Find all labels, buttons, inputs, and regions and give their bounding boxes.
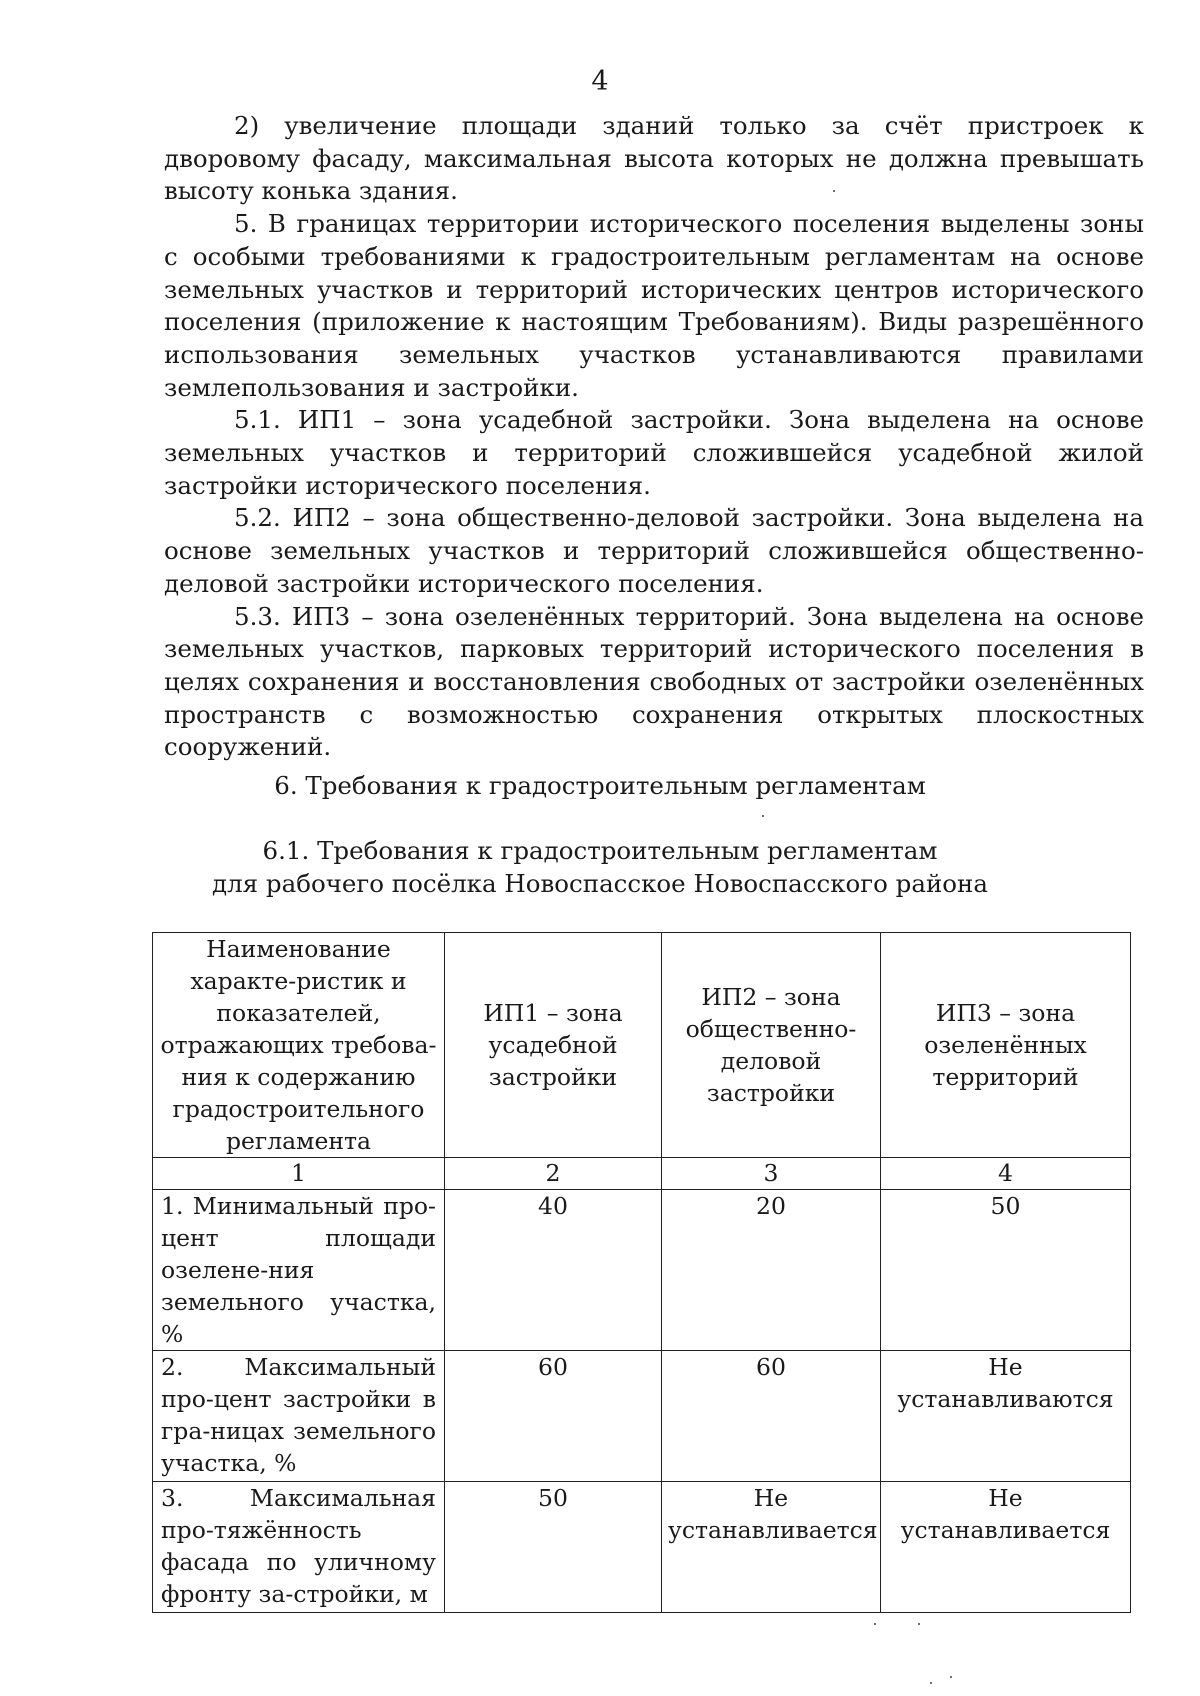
scan-speck: [918, 1623, 920, 1625]
cell-ip3: Не устанавливается: [881, 1482, 1131, 1613]
table-row: [153, 1482, 1131, 1613]
cell-ip1: 60: [445, 1351, 662, 1482]
scan-speck: [762, 815, 764, 817]
cell-ip1: 50: [445, 1482, 662, 1613]
page-number: 4: [591, 66, 609, 97]
header-characteristics: Наименование характе-ристик и показателей, отражающих требова-ния к содержанию градостроительного регламента: [153, 933, 445, 1158]
scan-speck: [950, 1676, 952, 1678]
header-ip2: ИП2 – зона общественно-деловой застройки: [662, 933, 881, 1158]
cell-ip3: 50: [881, 1190, 1131, 1351]
cell-ip1: 40: [445, 1190, 662, 1351]
column-number-row: [153, 1158, 1131, 1190]
table-row: [153, 1351, 1131, 1482]
subsection-heading-line-1: 6.1. Требования к градостроительным регламентам: [262, 836, 938, 865]
scan-speck: [833, 190, 835, 192]
row-label-facade-length: 3. Максимальная про-тяжённость фасада по уличному фронту за-стройки, м: [153, 1482, 445, 1613]
paragraph-5-3-ip3: 5.3. ИП3 – зона озеленённых территорий. Зона выделена на основе земельных участков, парковых территорий исторического поселения в целях сохранения и восстановления свободных от застройки озеленённых пространств с возможностью сохранения открытых плоскостных сооружений.: [164, 601, 1144, 762]
table-header-row: [153, 933, 1131, 1158]
scan-speck: [930, 1682, 932, 1684]
header-ip1: ИП1 – зона усадебной застройки: [445, 933, 662, 1158]
body-text: [164, 110, 1144, 764]
paragraph-item-2-extension: 2) увеличение площади зданий только за счёт пристроек к дворовому фасаду, максимальная высота которых не должна превышать высоту конька здания.: [164, 111, 1144, 206]
subsection-heading: [0, 834, 1200, 900]
section-heading: 6. Требования к градостроительным регламентам: [274, 771, 926, 800]
requirements-table: [152, 932, 1131, 1613]
row-label-building-coverage: 2. Максимальный про-цент застройки в гра-ницах земельного участка, %: [153, 1351, 445, 1482]
header-ip3: ИП3 – зона озеленённых территорий: [881, 933, 1131, 1158]
table-row: [153, 1190, 1131, 1351]
paragraph-5-2-ip2: 5.2. ИП2 – зона общественно-деловой застройки. Зона выделена на основе земельных участков и территорий сложившейся общественно-деловой застройки исторического поселения.: [164, 503, 1144, 598]
paragraph-5-1-ip1: 5.1. ИП1 – зона усадебной застройки. Зона выделена на основе земельных участков и территорий сложившейся усадебной жилой застройки исторического поселения.: [164, 405, 1144, 500]
column-number: 3: [662, 1158, 881, 1190]
cell-ip2: 60: [662, 1351, 881, 1482]
cell-ip3: Не устанавливаются: [881, 1351, 1131, 1482]
scan-speck: [874, 1623, 876, 1625]
cell-ip2: 20: [662, 1190, 881, 1351]
cell-ip2: Не устанавливается: [662, 1482, 881, 1613]
column-number: 1: [153, 1158, 445, 1190]
row-label-green-area: 1. Минимальный про-цент площади озелене-ния земельного участка, %: [153, 1190, 445, 1351]
column-number: 2: [445, 1158, 662, 1190]
paragraph-5-zones: 5. В границах территории исторического поселения выделены зоны с особыми требованиями к градостроительным регламентам на основе земельных участков и территорий исторических центров исторического поселения (приложение к настоящим Требованиям). Виды разрешённого использования земельных участков устанавливаются правилами землепользования и застройки.: [164, 209, 1144, 402]
subsection-heading-line-2: для рабочего посёлка Новоспасское Новоспасского района: [212, 869, 988, 898]
column-number: 4: [881, 1158, 1131, 1190]
